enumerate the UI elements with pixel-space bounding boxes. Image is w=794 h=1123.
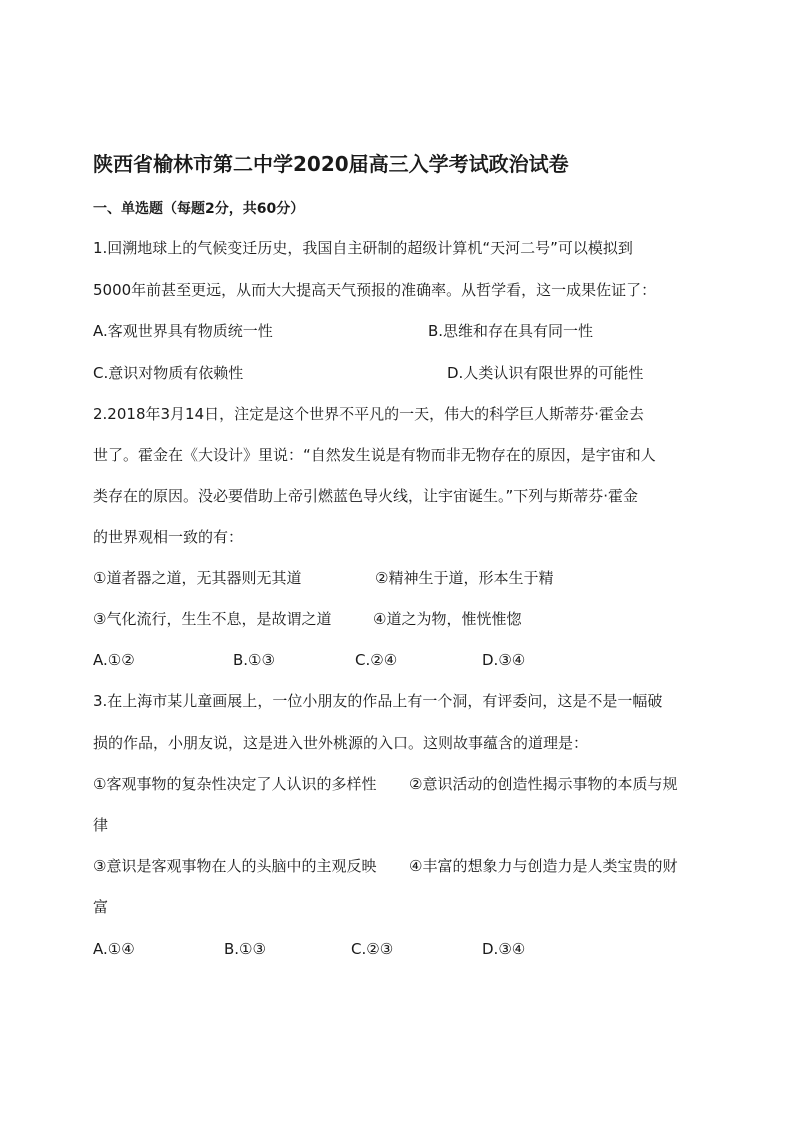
question-1-line-1: 1.回溯地球上的气候变迁历史，我国自主研制的超级计算机“天河二号”可以模拟到 bbox=[93, 239, 633, 257]
question-3-statement-1: ①客观事物的复杂性决定了人认识的多样性 bbox=[93, 775, 377, 793]
question-3-statement-3: ③意识是客观事物在人的头脑中的主观反映 bbox=[93, 857, 377, 875]
question-3-statement-2: ②意识活动的创造性揭示事物的本质与规 bbox=[409, 775, 678, 793]
question-2-statement-4: ④道之为物，惟恍惟惚 bbox=[373, 610, 522, 628]
question-1-option-c: C.意识对物质有依赖性 bbox=[93, 364, 244, 382]
question-2-line-3: 类存在的原因。没必要借助上帝引燃蓝色导火线，让宇宙诞生。”下列与斯蒂芬·霍金 bbox=[93, 487, 639, 505]
question-2-option-b: B.①③ bbox=[233, 651, 275, 669]
question-2-line-4: 的世界观相一致的有： bbox=[93, 528, 244, 546]
question-3-statement-4: ④丰富的想象力与创造力是人类宝贵的财 bbox=[409, 857, 678, 875]
question-2-line-2: 世了。霍金在《大设计》里说：“自然发生说是有物而非无物存在的原因，是宇宙和人 bbox=[93, 446, 656, 464]
question-1-option-a: A.客观世界具有物质统一性 bbox=[93, 322, 273, 340]
question-3-option-c: C.②③ bbox=[351, 940, 394, 958]
section-heading: 一、单选题（每题2分，共60分） bbox=[93, 201, 305, 217]
question-2-option-a: A.①② bbox=[93, 651, 135, 669]
question-2-option-d: D.③④ bbox=[482, 651, 526, 669]
question-1-option-d: D.人类认识有限世界的可能性 bbox=[447, 364, 644, 382]
question-3-option-b: B.①③ bbox=[224, 940, 266, 958]
question-2-line-1: 2.2018年3月14日，注定是这个世界不平凡的一天，伟大的科学巨人斯蒂芬·霍金去 bbox=[93, 405, 644, 423]
question-3-statement-2-cont: 律 bbox=[93, 816, 109, 834]
question-3-option-a: A.①④ bbox=[93, 940, 135, 958]
question-3-line-1: 3.在上海市某儿童画展上，一位小朋友的作品上有一个洞，有评委问，这是不是一幅破 bbox=[93, 692, 663, 710]
question-2-statement-2: ②精神生于道，形本生于精 bbox=[375, 569, 554, 587]
question-1-line-2: 5000年前甚至更远，从而大大提高天气预报的准确率。从哲学看，这一成果佐证了： bbox=[93, 281, 657, 299]
question-2-option-c: C.②④ bbox=[355, 651, 398, 669]
question-2-statement-3: ③气化流行，生生不息，是故谓之道 bbox=[93, 610, 332, 628]
question-3-statement-4-cont: 富 bbox=[93, 898, 109, 916]
question-3-line-2: 损的作品，小朋友说，这是进入世外桃源的入口。这则故事蕴含的道理是： bbox=[93, 734, 589, 752]
page-title: 陕西省榆林市第二中学2020届高三入学考试政治试卷 bbox=[93, 152, 569, 176]
question-3-option-d: D.③④ bbox=[482, 940, 526, 958]
question-2-statement-1: ①道者器之道，无其器则无其道 bbox=[93, 569, 302, 587]
question-1-option-b: B.思维和存在具有同一性 bbox=[428, 322, 594, 340]
